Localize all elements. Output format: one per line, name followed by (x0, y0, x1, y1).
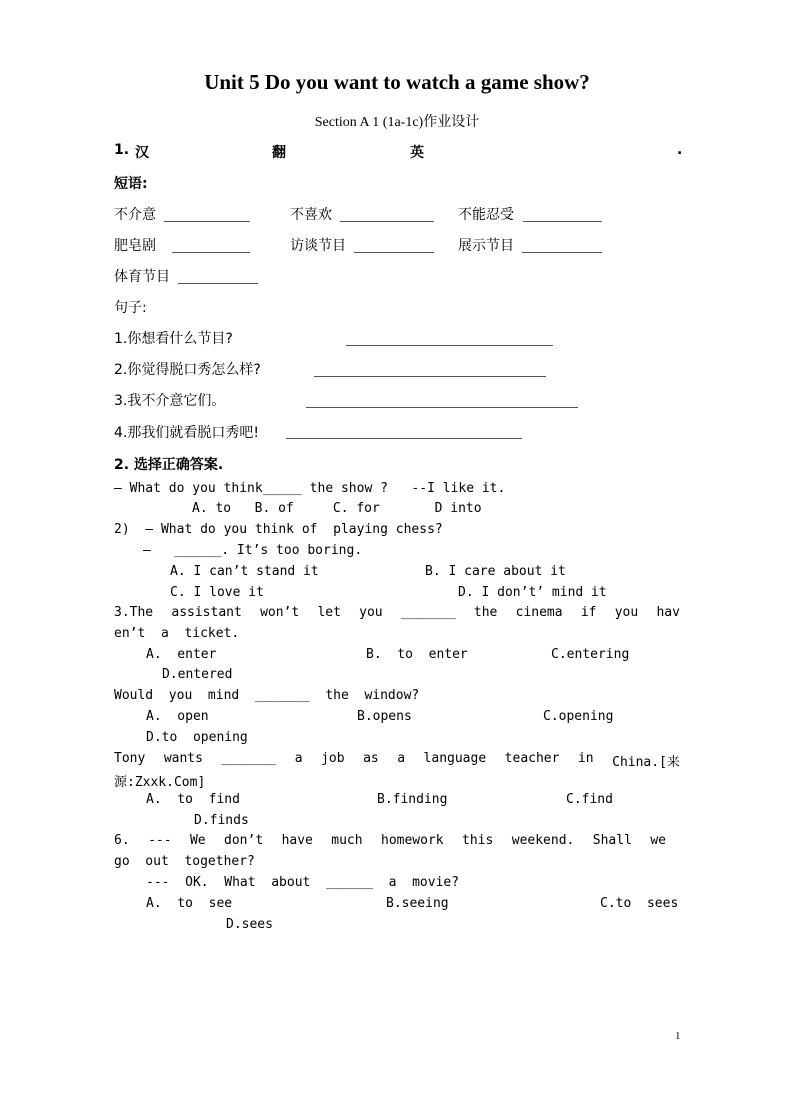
question-stem (114, 751, 680, 770)
question-stem-line: --- OK. What about ______ a movie? (146, 875, 460, 890)
answer-blank[interactable] (522, 252, 602, 253)
stem-word: language (423, 751, 487, 766)
stem-word: 6. (114, 833, 130, 848)
answer-blank[interactable] (178, 283, 258, 284)
question-stem: 2) – What do you think of playing chess? (114, 522, 443, 537)
sentence-item: 2.你觉得脱口秀怎么样? (114, 362, 261, 378)
phrase-item: 访谈节目 (290, 238, 346, 254)
option-d: D.finds (194, 813, 249, 828)
stem-word: if (580, 605, 597, 620)
stem-word: China.[来 (612, 755, 680, 770)
phrase-item: 不喜欢 (290, 207, 332, 223)
answer-blank[interactable] (314, 376, 546, 377)
sentence-item: 3.我不介意它们。 (114, 393, 226, 409)
stem-word: won’t (260, 605, 300, 620)
stem-word: a (397, 751, 406, 766)
question-stem: – What do you think_____ the show ? --I like it. (114, 481, 506, 496)
answer-blank[interactable] (172, 252, 250, 253)
stem-word: the (473, 605, 498, 620)
option-a: A. open (146, 709, 209, 724)
option-c: C. I love it (170, 585, 264, 600)
phrase-item: 不能忍受 (458, 207, 514, 223)
question-stem-line: en’t a ticket. (114, 626, 240, 641)
question-stem: Would you mind _______ the window? (114, 688, 420, 703)
option-b: B.finding (377, 792, 448, 807)
phrases-label: 短语: (114, 176, 148, 192)
stem-word: Shall (592, 833, 632, 848)
question-stem-line: 源:Zxxk.Com] (114, 775, 206, 790)
stem-word: you (359, 605, 383, 620)
stem-blank: _______ (400, 605, 456, 620)
answer-blank[interactable] (164, 221, 250, 222)
option-a: A. to find (146, 792, 240, 807)
stem-word: Tony (114, 751, 146, 766)
stem-word: have (281, 833, 313, 848)
phrase-item: 体育节目 (114, 269, 170, 285)
section1-period: . (677, 142, 683, 158)
stem-word: this (462, 833, 494, 848)
section1-char-1: 汉 (135, 145, 149, 161)
stem-word: wants (163, 751, 203, 766)
stem-word: --- (148, 833, 172, 848)
stem-word: weekend. (511, 833, 575, 848)
question-stem-line: go out together? (114, 854, 255, 869)
option-b: B. I care about it (425, 564, 566, 579)
stem-word: teacher (504, 751, 560, 766)
phrase-item: 肥皂剧 (114, 238, 156, 254)
answer-blank[interactable] (523, 221, 602, 222)
section1-number: 1. (114, 142, 130, 158)
phrase-item: 展示节目 (458, 238, 514, 254)
section1-char-2: 翻 (272, 145, 286, 161)
option-b: B. to enter (366, 647, 468, 662)
stem-word: job (321, 751, 345, 766)
stem-word: we (650, 833, 666, 848)
option-a: A. I can’t stand it (170, 564, 319, 579)
stem-word: hav (656, 605, 680, 620)
stem-word: We (189, 833, 206, 848)
sentences-label: 句子: (114, 300, 147, 316)
section2-title: 2. 选择正确答案. (114, 457, 224, 473)
stem-word: much (331, 833, 363, 848)
option-c: C.entering (551, 647, 630, 662)
question-stem (114, 605, 680, 620)
question-options: A. to B. of C. for D into (192, 501, 482, 516)
option-b: B.opens (357, 709, 412, 724)
option-c: C.find (566, 792, 613, 807)
stem-word: homework (381, 833, 444, 848)
page-subtitle: Section A 1 (1a-1c)作业设计 (314, 115, 480, 130)
stem-word: in (577, 751, 594, 766)
option-a: A. to see (146, 896, 233, 911)
option-d: D.entered (162, 667, 233, 682)
stem-word: cinema (515, 605, 563, 620)
stem-word: 3.The (114, 605, 154, 620)
option-a: A. enter (146, 647, 217, 662)
section1-char-3: 英 (410, 145, 424, 161)
option-c: C.to sees (600, 896, 679, 911)
page-number: 1 (675, 1030, 681, 1042)
option-d: D.to opening (146, 730, 248, 745)
question-stem-line: – ______. It’s too boring. (143, 543, 363, 558)
answer-blank[interactable] (354, 252, 434, 253)
answer-blank[interactable] (346, 345, 553, 346)
sentence-item: 4.那我们就看脱口秀吧! (114, 425, 259, 441)
option-d: D.sees (226, 917, 273, 932)
stem-word: assistant (171, 605, 242, 620)
option-d: D. I don’t’ mind it (458, 585, 607, 600)
page-title: Unit 5 Do you want to watch a game show? (204, 70, 590, 94)
stem-blank: _______ (221, 751, 277, 766)
answer-blank[interactable] (306, 407, 578, 408)
question-stem (114, 833, 666, 848)
answer-blank[interactable] (340, 221, 434, 222)
stem-word: let (317, 605, 341, 620)
option-c: C.opening (543, 709, 614, 724)
option-b: B.seeing (386, 896, 449, 911)
stem-word: don’t (224, 833, 264, 848)
stem-word: you (614, 605, 639, 620)
sentence-item: 1.你想看什么节目? (114, 331, 233, 347)
answer-blank[interactable] (286, 438, 522, 439)
stem-word: a (294, 751, 303, 766)
phrase-item: 不介意 (114, 207, 156, 223)
stem-word: as (363, 751, 379, 766)
